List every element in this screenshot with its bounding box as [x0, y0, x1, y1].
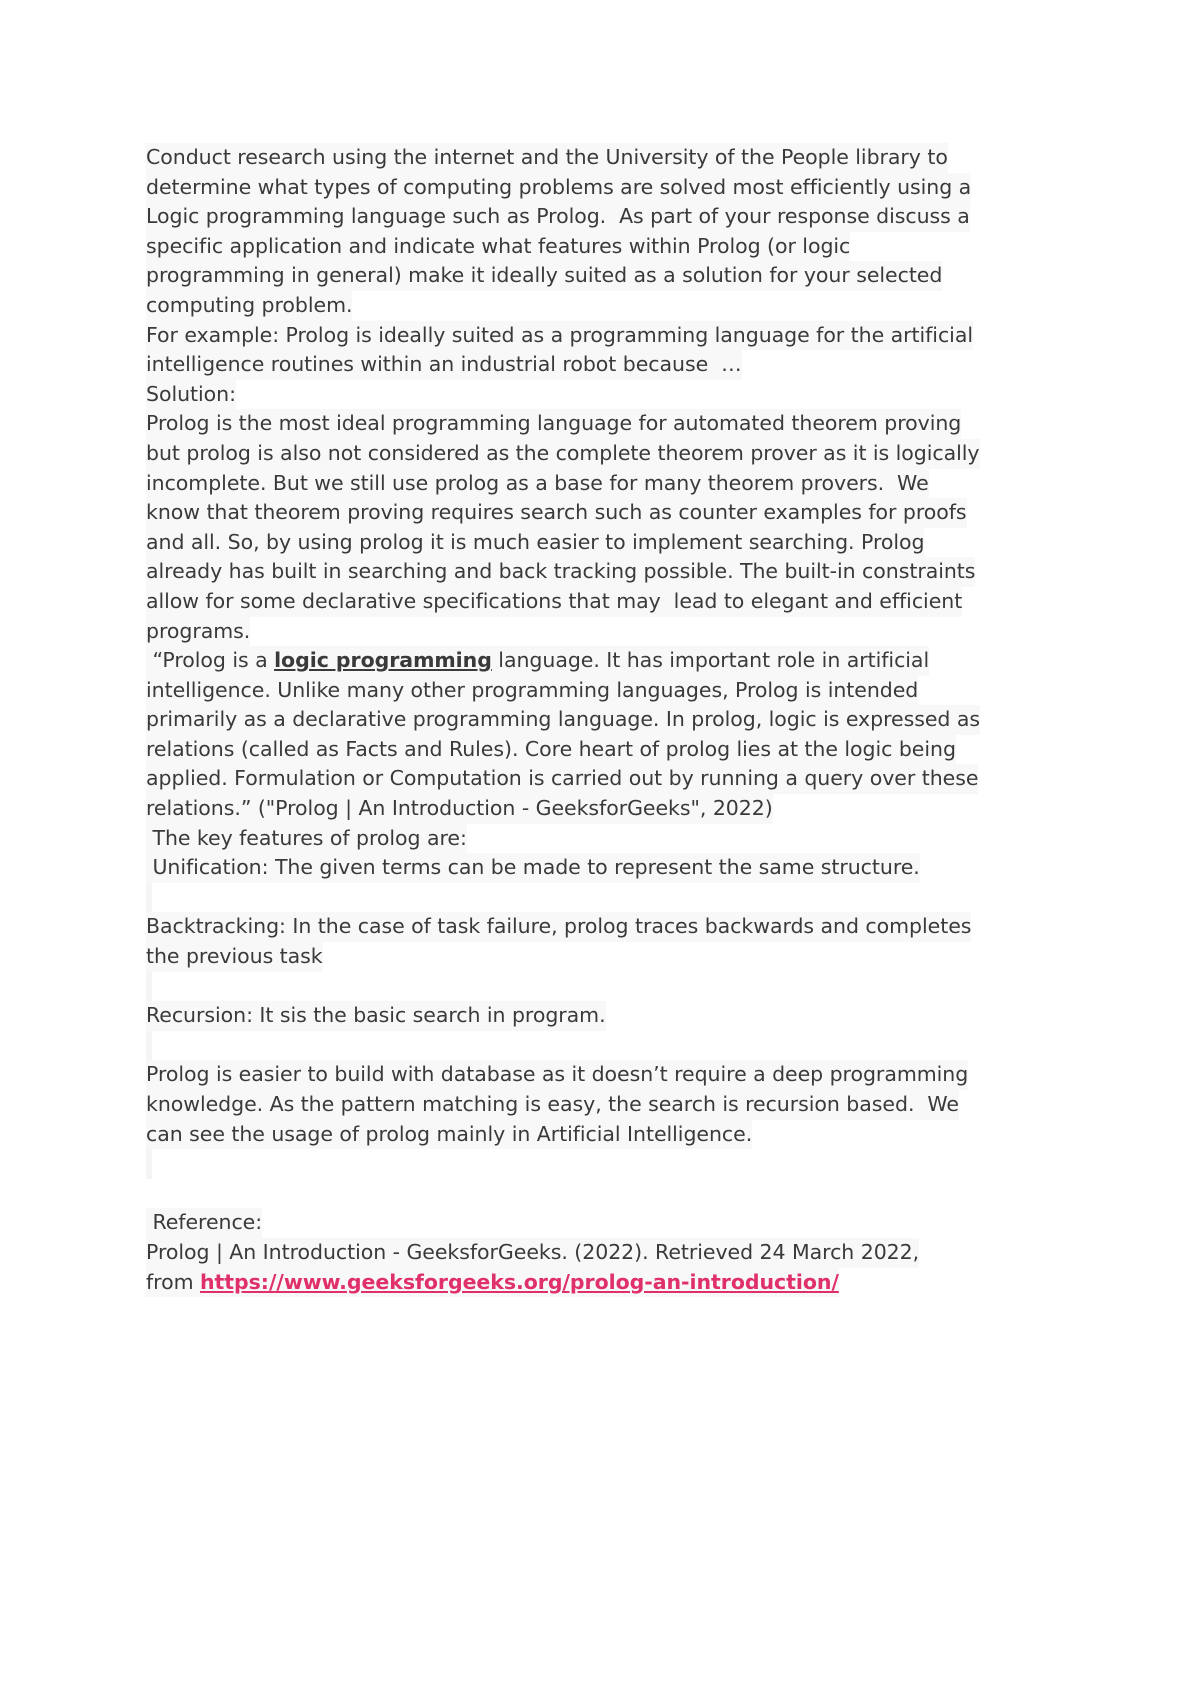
solution-line: allow for some declarative specifications that may lead to elegant and efficient [146, 587, 962, 617]
quote-prefix: “Prolog is a [146, 648, 275, 673]
prompt-line: Conduct research using the internet and the University of the People library to [146, 143, 948, 173]
assignment-prompt [146, 143, 1076, 321]
reference-url-line [146, 1268, 839, 1298]
conclusion-paragraph [146, 1060, 1076, 1208]
solution-line: know that theorem proving requires search such as counter examples for proofs [146, 498, 967, 528]
solution-line: but prolog is also not considered as the complete theorem prover as it is logically [146, 439, 980, 469]
solution-line: incomplete. But we still use prolog as a base for many theorem provers. We [146, 469, 929, 499]
feature-backtracking: the previous task [146, 942, 323, 972]
quote-line: primarily as a declarative programming language. In prolog, logic is expressed as [146, 705, 980, 735]
conclusion-line: knowledge. As the pattern matching is easy, the search is recursion based. We [146, 1090, 959, 1120]
conclusion-line: can see the usage of prolog mainly in Artificial Intelligence. [146, 1120, 752, 1150]
quote-paragraph [146, 646, 1076, 824]
conclusion-line: Prolog is easier to build with database as it doesn’t require a deep programming [146, 1060, 968, 1090]
blank-line [146, 883, 1076, 913]
quote-line: relations (called as Facts and Rules). Core heart of prolog lies at the logic being [146, 735, 956, 765]
solution-line: already has built in searching and back tracking possible. The built-in constraints [146, 557, 975, 587]
feature-recursion: Recursion: It sis the basic search in program. [146, 1001, 606, 1031]
features-heading: The key features of prolog are: [146, 824, 467, 854]
reference-citation: Prolog | An Introduction - GeeksforGeeks. (2022). Retrieved 24 March 2022, [146, 1238, 919, 1268]
reference-heading: Reference: [146, 1208, 262, 1238]
reference-from-label: from [146, 1269, 200, 1294]
blank-line [146, 972, 1076, 1002]
prompt-line: programming in general) make it ideally suited as a solution for your selected [146, 261, 942, 291]
solution-line: Prolog is the most ideal programming language for automated theorem proving [146, 409, 961, 439]
prompt-line: specific application and indicate what features within Prolog (or logic [146, 232, 850, 262]
example-paragraph [146, 321, 1076, 380]
solution-heading: Solution: [146, 380, 236, 410]
solution-line: and all. So, by using prolog it is much easier to implement searching. Prolog [146, 528, 924, 558]
logic-programming-link[interactable]: logic programming [274, 648, 492, 673]
document-body [146, 143, 1076, 1297]
reference-url-link[interactable]: https://www.geeksforgeeks.org/prolog-an-introduction/ [199, 1269, 839, 1294]
blank-line [146, 1149, 1076, 1179]
prompt-line: computing problem. [146, 291, 352, 321]
prompt-line: determine what types of computing problems are solved most efficiently using a [146, 173, 971, 203]
reference-section [146, 1208, 1076, 1297]
solution-line: programs. [146, 617, 250, 647]
feature-unification: Unification: The given terms can be made to represent the same structure. [146, 853, 920, 883]
example-line: intelligence routines within an industrial robot because … [146, 350, 742, 380]
quote-suffix: language. It has important role in artificial [491, 648, 930, 673]
feature-backtracking: Backtracking: In the case of task failure, prolog traces backwards and completes [146, 912, 971, 942]
quote-line: relations.” ("Prolog | An Introduction - GeeksforGeeks", 2022) [146, 794, 773, 824]
example-line: For example: Prolog is ideally suited as a programming language for the artificial [146, 321, 973, 351]
quote-line: intelligence. Unlike many other programming languages, Prolog is intended [146, 676, 918, 706]
features-section [146, 824, 1076, 1061]
prompt-line: Logic programming language such as Prolog. As part of your response discuss a [146, 202, 970, 232]
blank-line [146, 1031, 1076, 1061]
blank-line [146, 1179, 1076, 1209]
quote-first-line [146, 646, 929, 676]
quote-line: applied. Formulation or Computation is carried out by running a query over these [146, 764, 978, 794]
solution-paragraph [146, 409, 1076, 646]
